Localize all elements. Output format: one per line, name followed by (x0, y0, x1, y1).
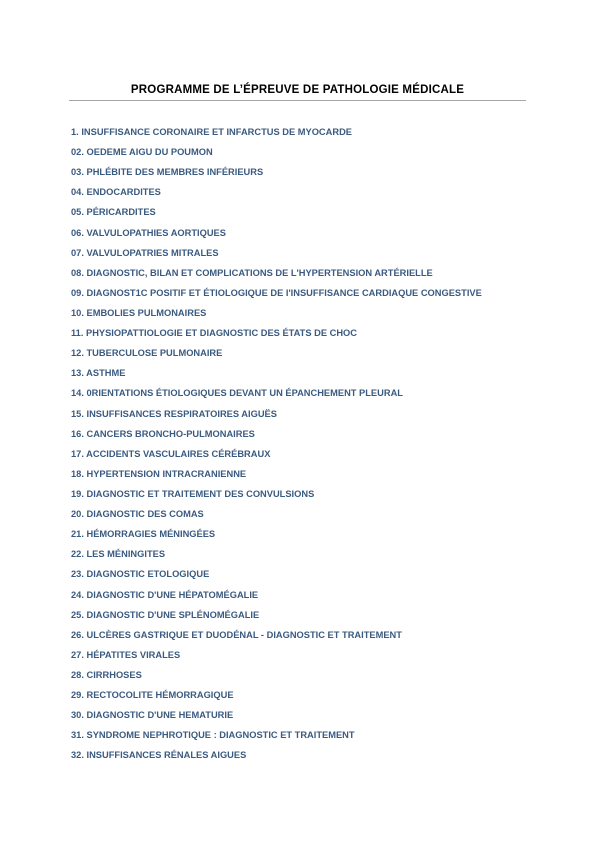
topic-list-item: 11. PHYSIOPATTIOLOGIE ET DIAGNOSTIC DES ÉTATS DE CHOC (71, 328, 357, 339)
topic-list-item: 09. DIAGNOST1C POSITIF ET ÉTIOLOGIQUE DE I'INSUFFISANCE CARDIAQUE CONGESTIVE (71, 287, 482, 298)
topic-list-item: 03. PHLÉBITE DES MEMBRES INFÉRIEURS (71, 167, 264, 178)
topic-list-item: 12. TUBERCULOSE PULMONAIRE (71, 348, 223, 359)
topic-list-item: 25. DIAGNOSTIC D'UNE SPLÉNOMÉGALIE (71, 609, 260, 620)
topic-list-item: 05. PÉRICARDITES (71, 207, 156, 218)
topic-list-item: 22. LES MÉNINGITES (71, 549, 166, 560)
topic-list-item: 1. INSUFFISANCE CORONAIRE ET INFARCTUS DE MYOCARDE (71, 127, 352, 137)
topic-list-item: 27. HÉPATITES VIRALES (71, 649, 181, 660)
topic-list-item: 23. DIAGNOSTIC ETOLOGIQUE (71, 569, 210, 580)
topic-list-item: 17. ACCIDENTS VASCULAIRES CÉRÉBRAUX (71, 448, 271, 459)
topic-list-item: 32. INSUFFISANCES RÉNALES AIGUES (71, 750, 247, 761)
title-underline (69, 100, 526, 101)
topic-list-item: 31. SYNDROME NEPHROTIQUE : DIAGNOSTIC ET TRAITEMENT (71, 730, 355, 741)
topic-list-item: 19. DIAGNOSTIC ET TRAITEMENT DES CONVULSIONS (71, 488, 315, 499)
topic-list-item: 26. ULCÈRES GASTRIQUE ET DUODÉNAL - DIAGNOSTIC ET TRAITEMENT (71, 629, 402, 640)
topic-list-item: 08. DIAGNOSTIC, BILAN ET COMPLICATIONS DE L'HYPERTENSION ARTÉRIELLE (71, 267, 433, 278)
topic-list-item: 06. VALVULOPATHIES AORTIQUES (71, 227, 226, 238)
topic-list-item: 24. DIAGNOSTIC D'UNE HÉPATOMÉGALIE (71, 589, 259, 600)
topic-list-item: 16. CANCERS BRONCHO-PULMONAIRES (71, 428, 255, 439)
topic-list-item: 14. 0RIENTATIONS ÉTIOLOGIQUES DEVANT UN ÉPANCHEMENT PLEURAL (71, 388, 403, 399)
topic-list-item: 30. DIAGNOSTIC D'UNE HEMATURIE (71, 710, 234, 721)
topic-list-item: 07. VALVULOPATRIES MITRALES (71, 247, 219, 258)
topic-list-item: 13. ASTHME (71, 368, 126, 379)
topic-list-item: 28. CIRRHOSES (71, 669, 142, 680)
topic-list-item: 20. DIAGNOSTIC DES COMAS (71, 509, 204, 520)
topic-list-item: 18. HYPERTENSION INTRACRANIENNE (71, 468, 247, 479)
topic-list-item: 02. OEDEME AIGU DU POUMON (71, 147, 213, 158)
topic-list-item: 21. HÉMORRAGIES MÉNINGÉES (71, 529, 216, 540)
page-title: PROGRAMME DE L’ÉPREUVE DE PATHOLOGIE MÉDICALE (130, 84, 465, 96)
topic-list-item: 04. ENDOCARDITES (71, 187, 161, 198)
topic-list-item: 29. RECTOCOLITE HÉMORRAGIQUE (71, 690, 234, 701)
topic-list-item: 15. INSUFFISANCES RESPIRATOIRES AIGUËS (71, 408, 277, 419)
topic-list-item: 10. EMBOLIES PULMONAIRES (71, 307, 207, 318)
topic-list (71, 124, 541, 768)
